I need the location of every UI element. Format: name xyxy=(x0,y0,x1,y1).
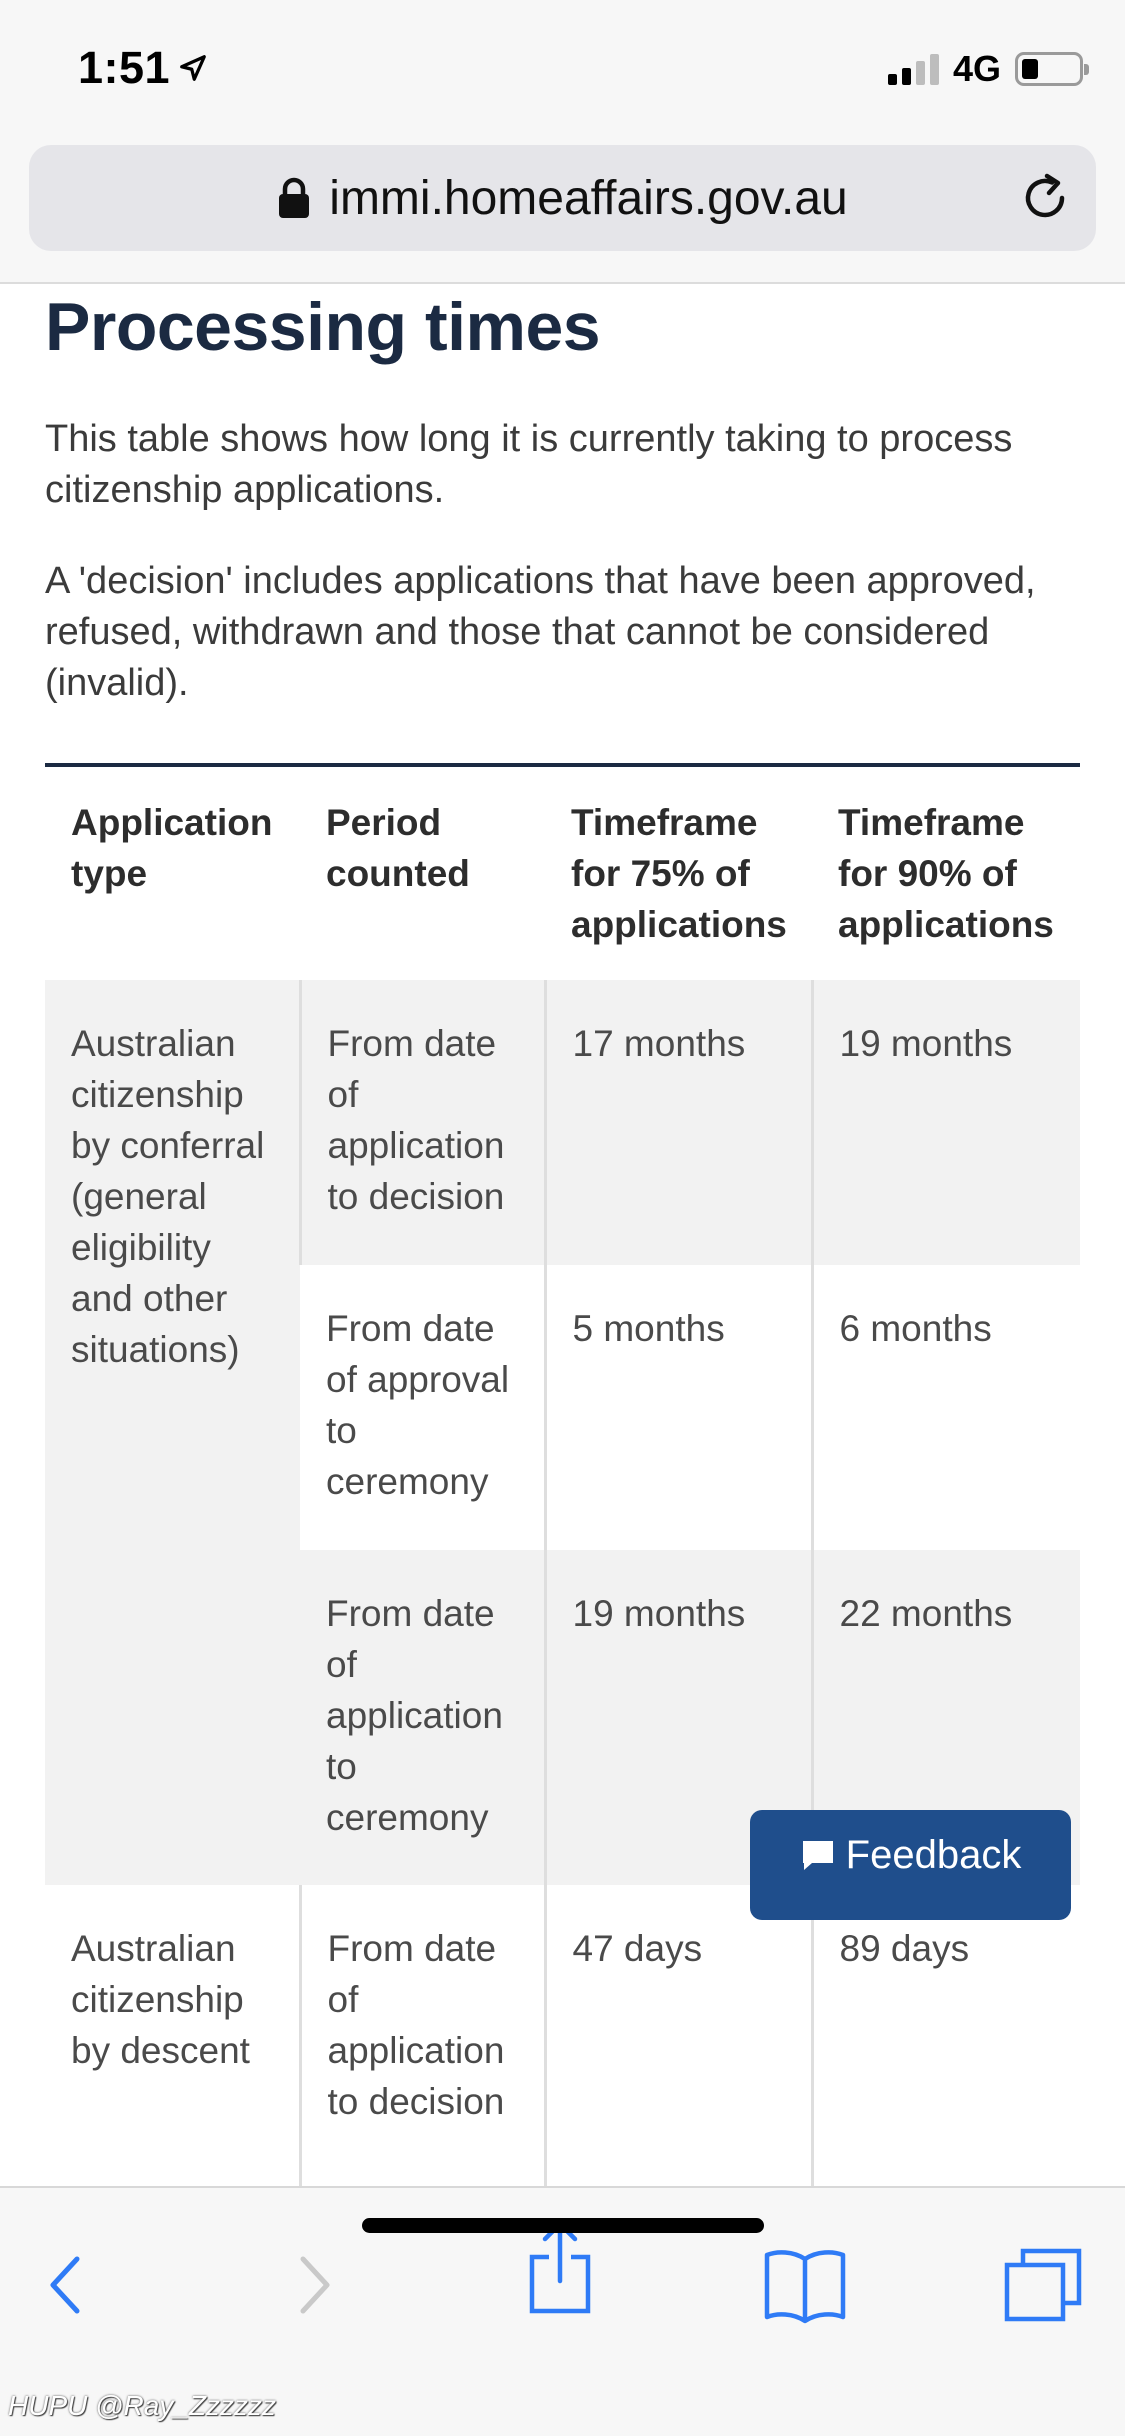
period-cell: From date of approval to ceremony xyxy=(300,1265,545,1550)
share-icon xyxy=(525,2219,595,2319)
timeframe-90-cell: 89 days xyxy=(812,1885,1080,2186)
header-application-type: Application type xyxy=(71,802,273,894)
network-type: 4G xyxy=(952,48,1001,89)
battery-icon xyxy=(1015,52,1083,86)
timeframe-75-cell: 5 months xyxy=(545,1265,812,1550)
period-cell: From date of application to decision xyxy=(300,980,545,1265)
reload-icon[interactable] xyxy=(1018,171,1072,225)
clock: 1:51 xyxy=(78,42,171,93)
timeframe-90-cell: 19 months xyxy=(812,980,1080,1265)
table-row xyxy=(45,980,1080,1265)
timeframe-90-cell: 22 months xyxy=(812,1550,1080,1885)
chevron-right-icon xyxy=(295,2253,335,2317)
feedback-label: Feedback xyxy=(845,1832,1022,1877)
timeframe-90-cell: 6 months xyxy=(812,1265,1080,1550)
status-time xyxy=(78,42,208,94)
application-type-cell: Australian citizenship by conferral (general eligibility and other situations) xyxy=(45,980,300,1885)
browser-chrome xyxy=(0,0,1125,284)
status-indicators xyxy=(888,48,1083,90)
processing-times-table xyxy=(45,763,1080,2186)
home-indicator[interactable] xyxy=(362,2218,764,2233)
header-period-counted: Period counted xyxy=(326,802,470,894)
feedback-button[interactable] xyxy=(750,1810,1071,1920)
table-header-row xyxy=(45,765,1080,980)
timeframe-75-cell: 19 months xyxy=(545,1550,812,1885)
chevron-left-icon xyxy=(45,2253,85,2317)
speech-bubble-icon xyxy=(800,1837,836,1873)
header-timeframe-75: Timeframe for 75% of applications xyxy=(571,802,787,945)
address-bar[interactable] xyxy=(29,145,1096,251)
period-cell: From date of application to ceremony xyxy=(300,1550,545,1885)
book-icon xyxy=(763,2245,847,2325)
intro-paragraph: This table shows how long it is currently taking to process citizenship applications. xyxy=(45,418,1013,511)
location-arrow-icon xyxy=(178,53,208,83)
definition-paragraph: A 'decision' includes applications that have been approved, refused, withdrawn and those that cannot be considered (invalid). xyxy=(45,560,1036,704)
forward-button[interactable] xyxy=(270,2240,360,2330)
timeframe-75-cell: 47 days xyxy=(545,1885,812,2186)
lock-icon xyxy=(277,177,311,219)
url-text: immi.homeaffairs.gov.au xyxy=(329,171,848,225)
cellular-signal-icon xyxy=(888,53,939,85)
table-row xyxy=(45,1885,1080,2186)
back-button[interactable] xyxy=(20,2240,110,2330)
tabs-icon xyxy=(1001,2245,1085,2325)
tabs-button[interactable] xyxy=(993,2240,1093,2330)
timeframe-75-cell: 17 months xyxy=(545,980,812,1265)
header-timeframe-90: Timeframe for 90% of applications xyxy=(838,802,1054,945)
share-button[interactable] xyxy=(515,2224,605,2314)
watermark: HUPU @Ray_Zzzzzz xyxy=(8,2390,277,2421)
period-cell: From date of application to decision xyxy=(300,1885,545,2186)
page-title: Processing times xyxy=(45,289,601,365)
bookmarks-button[interactable] xyxy=(755,2240,855,2330)
application-type-cell: Australian citizenship by descent xyxy=(45,1885,300,2186)
